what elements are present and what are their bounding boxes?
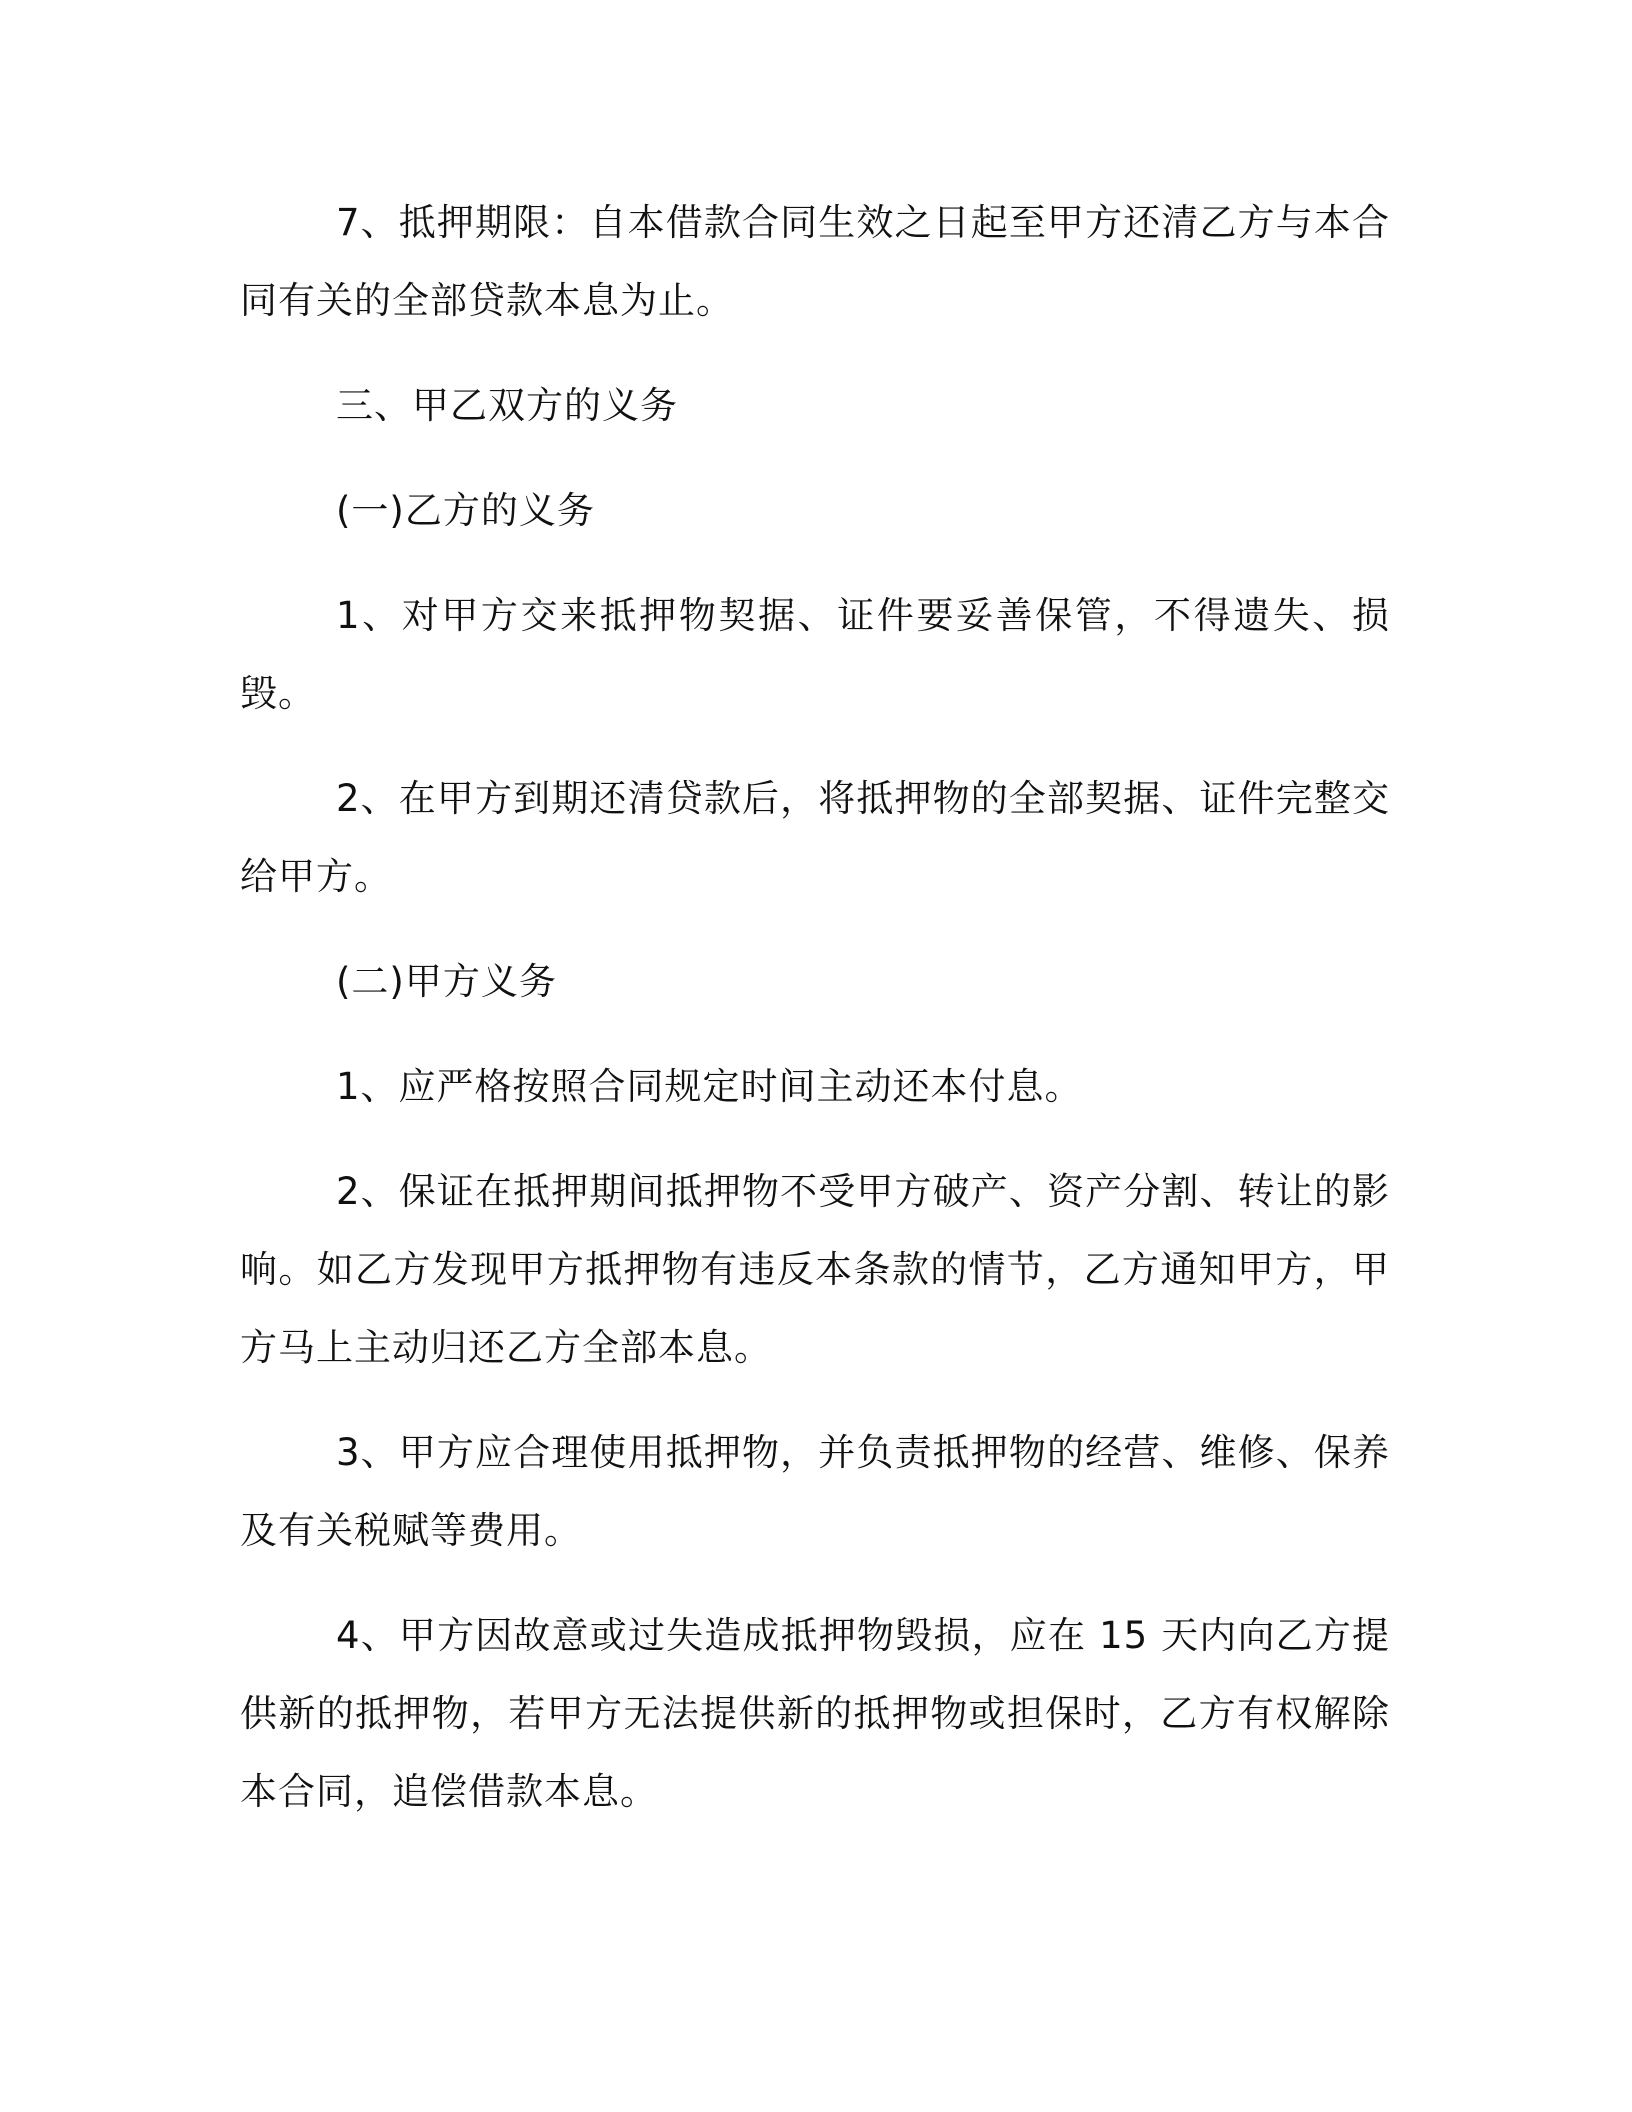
subheading-party-a-obligations: (二)甲方义务 bbox=[336, 960, 557, 1003]
party-a-obligation-1: 1、应严格按照合同规定时间主动还本付息。 bbox=[336, 1065, 1083, 1108]
party-b-obligation-1: 1、对甲方交来抵押物契据、证件要妥善保管，不得遗失、损毁。 bbox=[240, 594, 1390, 715]
subheading-party-b-obligations: (一)乙方的义务 bbox=[336, 489, 595, 532]
clause-mortgage-term: 7、抵押期限：自本借款合同生效之日起至甲方还清乙方与本合同有关的全部贷款本息为止。 bbox=[240, 201, 1390, 322]
section-heading-obligations: 三、甲乙双方的义务 bbox=[336, 384, 678, 427]
party-a-obligation-3: 3、甲方应合理使用抵押物，并负责抵押物的经营、维修、保养及有关税赋等费用。 bbox=[240, 1431, 1390, 1552]
party-a-obligation-4: 4、甲方因故意或过失造成抵押物毁损，应在 15 天内向乙方提供新的抵押物，若甲方无法提供新的抵押物或担保时，乙方有权解除本合同，追偿借款本息。 bbox=[240, 1614, 1390, 1813]
party-a-obligation-2: 2、保证在抵押期间抵押物不受甲方破产、资产分割、转让的影响。如乙方发现甲方抵押物有违反本条款的情节，乙方通知甲方，甲方马上主动归还乙方全部本息。 bbox=[240, 1170, 1390, 1369]
document-body bbox=[240, 184, 1390, 1858]
party-b-obligation-2: 2、在甲方到期还清贷款后，将抵押物的全部契据、证件完整交给甲方。 bbox=[240, 777, 1390, 898]
